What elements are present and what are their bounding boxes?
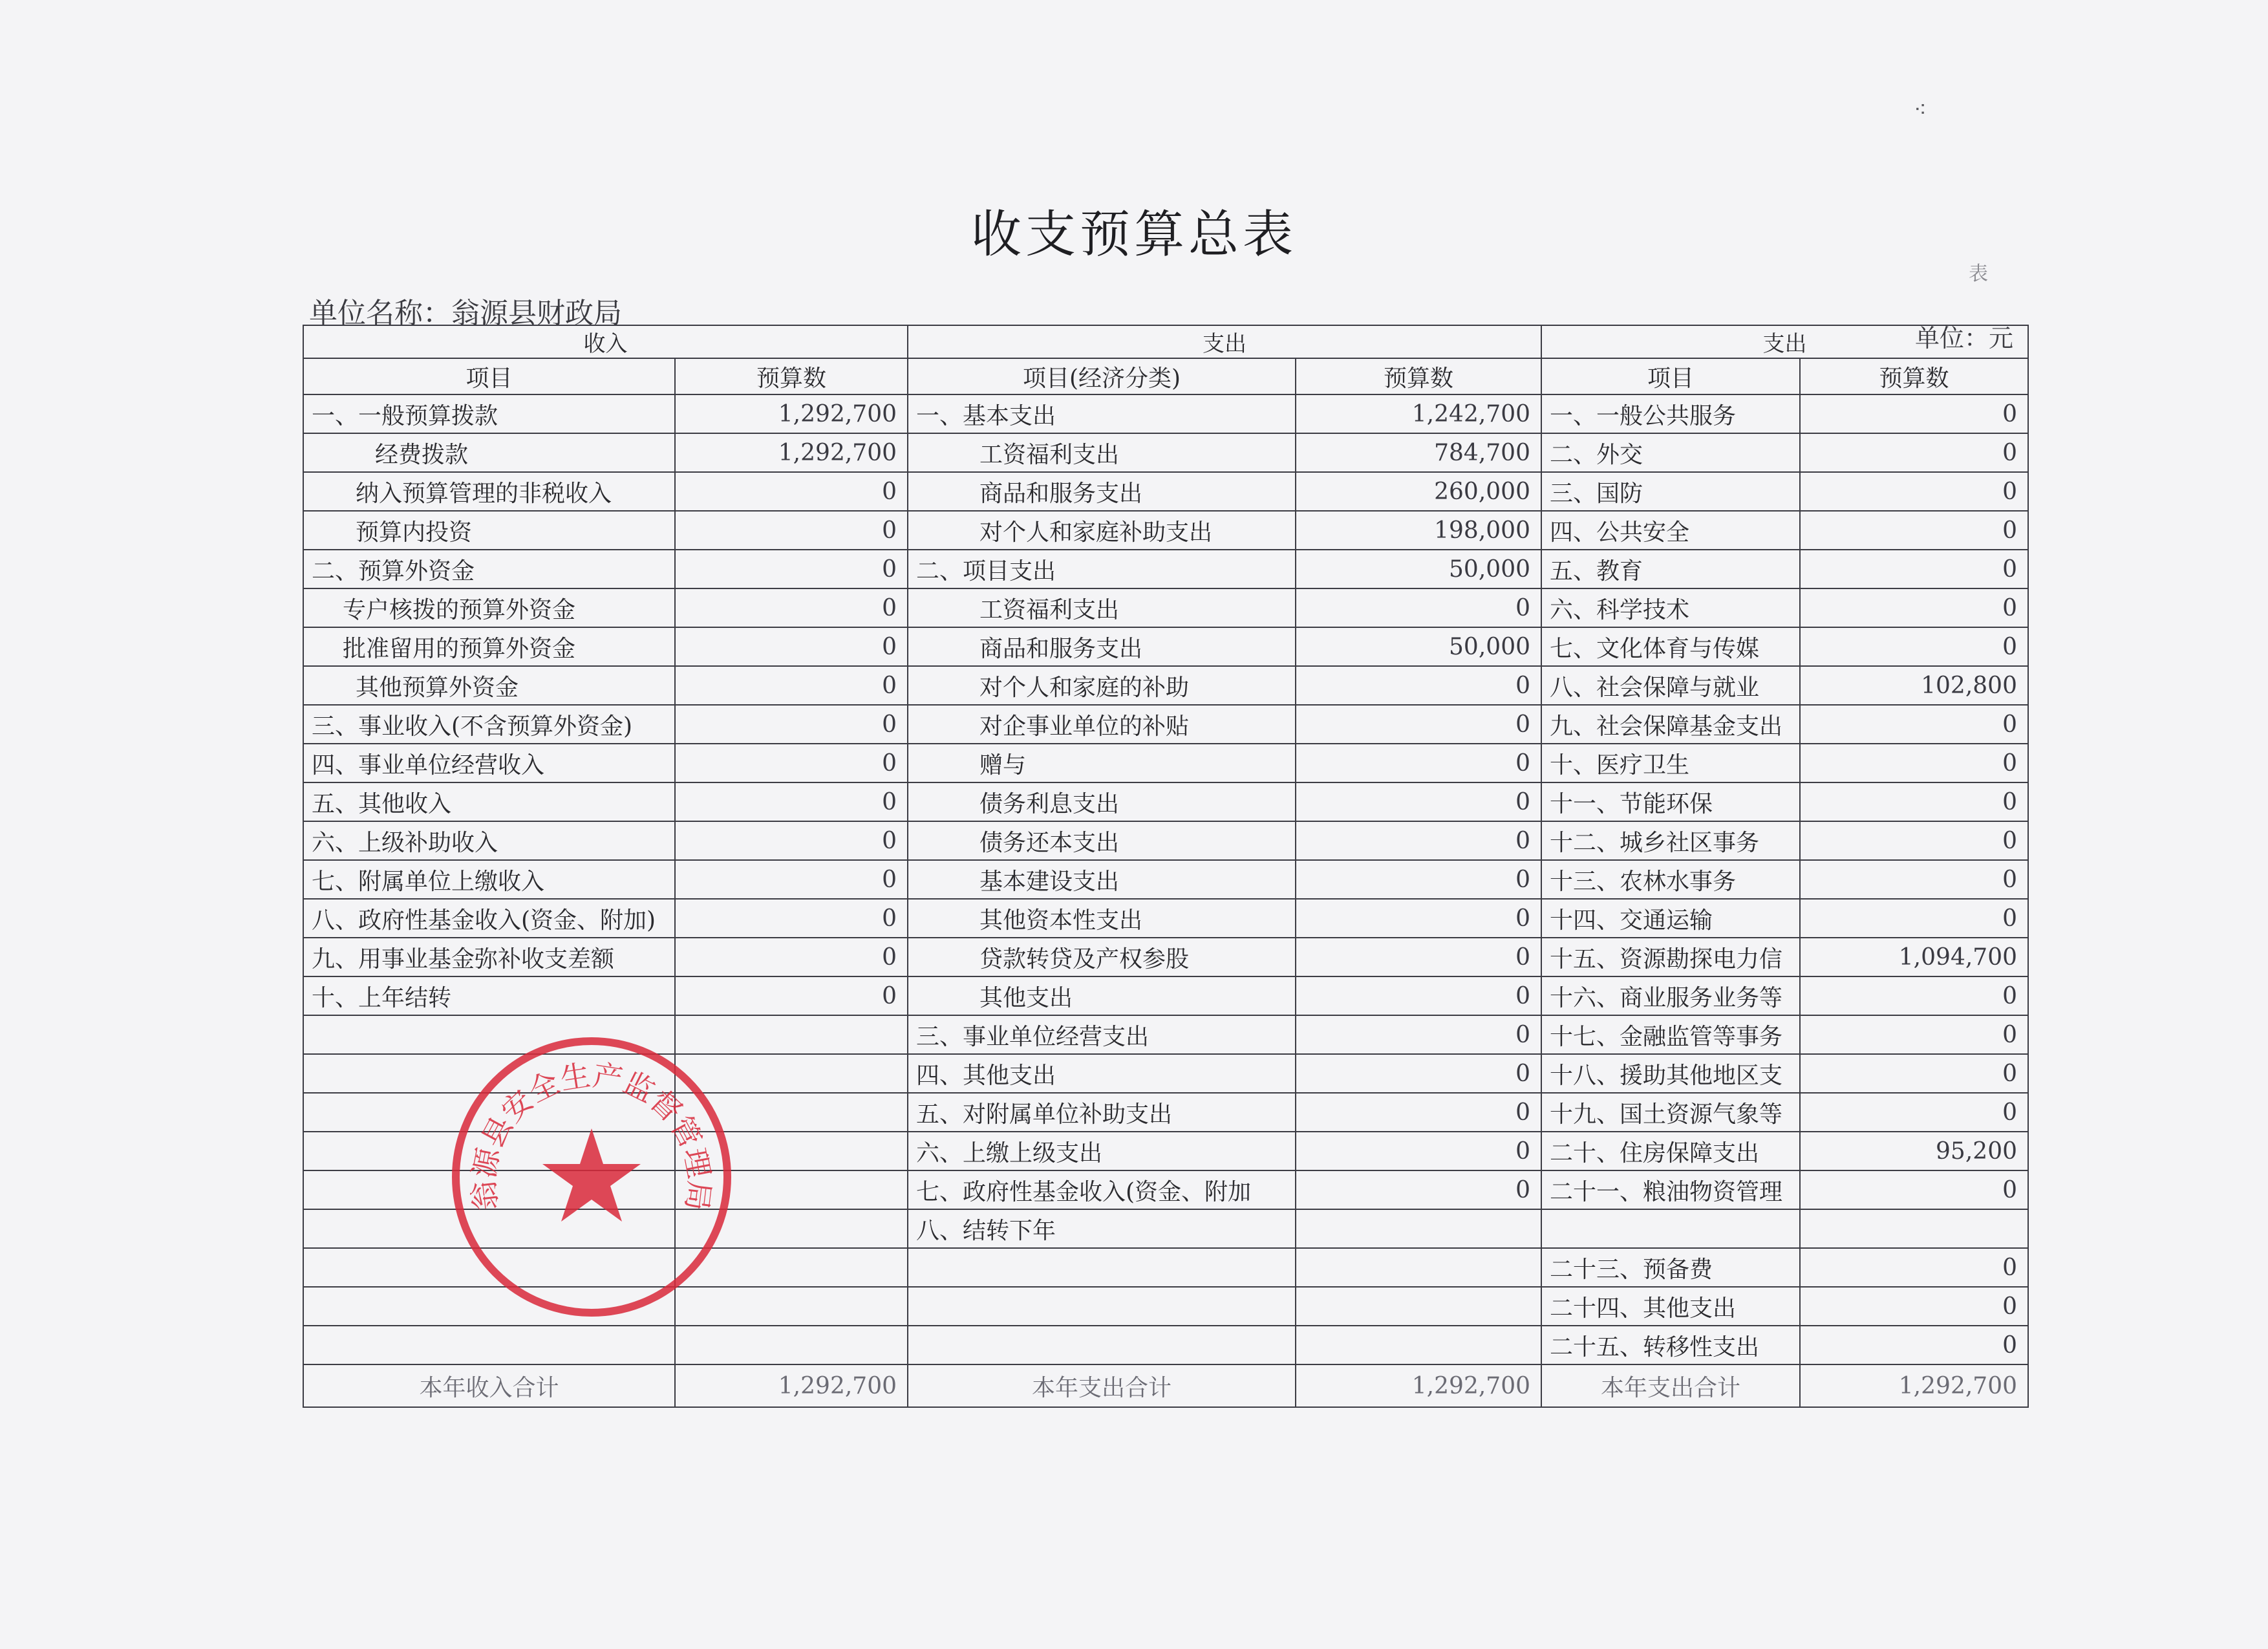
func-amount-cell: 0 bbox=[1800, 394, 2028, 433]
income-item-cell: 八、政府性基金收入(资金、附加) bbox=[303, 899, 675, 938]
income-item-cell bbox=[303, 1248, 675, 1287]
func-amount-cell: 0 bbox=[1800, 1287, 2028, 1326]
income-item-cell: 二、预算外资金 bbox=[303, 550, 675, 588]
econ-item-cell: 工资福利支出 bbox=[908, 433, 1296, 472]
econ-item-cell: 债务利息支出 bbox=[908, 782, 1296, 821]
func-item-cell: 一、一般公共服务 bbox=[1541, 394, 1800, 433]
table-row bbox=[303, 1170, 2028, 1209]
econ-item-cell: 债务还本支出 bbox=[908, 821, 1296, 860]
econ-item-cell: 六、上缴上级支出 bbox=[908, 1132, 1296, 1170]
econ-item-cell: 五、对附属单位补助支出 bbox=[908, 1093, 1296, 1132]
table-row bbox=[303, 627, 2028, 666]
func-item-cell: 十九、国土资源气象等 bbox=[1541, 1093, 1800, 1132]
table-row bbox=[303, 782, 2028, 821]
header-income-item: 项目 bbox=[303, 358, 675, 394]
func-item-cell: 十三、农林水事务 bbox=[1541, 860, 1800, 899]
header-income-amount: 预算数 bbox=[675, 358, 908, 394]
income-amount-cell bbox=[675, 1132, 908, 1170]
econ-amount-cell: 0 bbox=[1296, 1093, 1541, 1132]
table-row bbox=[303, 588, 2028, 627]
econ-item-cell: 八、结转下年 bbox=[908, 1209, 1296, 1248]
func-amount-cell: 1,094,700 bbox=[1800, 938, 2028, 976]
econ-amount-cell: 0 bbox=[1296, 976, 1541, 1015]
econ-item-cell: 四、其他支出 bbox=[908, 1054, 1296, 1093]
econ-amount-cell: 0 bbox=[1296, 1015, 1541, 1054]
econ-amount-cell bbox=[1296, 1248, 1541, 1287]
table-row bbox=[303, 938, 2028, 976]
income-item-cell bbox=[303, 1015, 675, 1054]
econ-amount-cell: 50,000 bbox=[1296, 550, 1541, 588]
income-amount-cell bbox=[675, 1326, 908, 1364]
total-income-amount: 1,292,700 bbox=[675, 1364, 908, 1407]
table-row bbox=[303, 394, 2028, 433]
header-econ-amount: 预算数 bbox=[1296, 358, 1541, 394]
func-item-cell: 七、文化体育与传媒 bbox=[1541, 627, 1800, 666]
unit-name: 单位名称：翁源县财政局 bbox=[309, 297, 622, 330]
econ-amount-cell: 0 bbox=[1296, 938, 1541, 976]
func-item-cell: 九、社会保障基金支出 bbox=[1541, 705, 1800, 744]
income-item-cell: 其他预算外资金 bbox=[303, 666, 675, 705]
econ-item-cell: 其他资本性支出 bbox=[908, 899, 1296, 938]
table-row bbox=[303, 550, 2028, 588]
income-amount-cell: 0 bbox=[675, 511, 908, 550]
income-amount-cell: 0 bbox=[675, 821, 908, 860]
income-amount-cell bbox=[675, 1209, 908, 1248]
func-amount-cell: 0 bbox=[1800, 1015, 2028, 1054]
econ-amount-cell bbox=[1296, 1287, 1541, 1326]
econ-item-cell: 对个人和家庭的补助 bbox=[908, 666, 1296, 705]
func-amount-cell: 0 bbox=[1800, 472, 2028, 511]
income-amount-cell bbox=[675, 1287, 908, 1326]
func-item-cell: 二、外交 bbox=[1541, 433, 1800, 472]
econ-item-cell: 二、项目支出 bbox=[908, 550, 1296, 588]
income-item-cell bbox=[303, 1170, 675, 1209]
page-title: 收支预算总表 bbox=[970, 206, 1297, 264]
func-item-cell: 八、社会保障与就业 bbox=[1541, 666, 1800, 705]
econ-item-cell: 七、政府性基金收入(资金、附加 bbox=[908, 1170, 1296, 1209]
func-amount-cell: 0 bbox=[1800, 627, 2028, 666]
econ-item-cell bbox=[908, 1326, 1296, 1364]
table-row bbox=[303, 976, 2028, 1015]
func-amount-cell: 0 bbox=[1800, 1093, 2028, 1132]
func-item-cell bbox=[1541, 1209, 1800, 1248]
func-amount-cell bbox=[1800, 1209, 2028, 1248]
table-row bbox=[303, 433, 2028, 472]
income-item-cell: 十、上年结转 bbox=[303, 976, 675, 1015]
income-amount-cell bbox=[675, 1054, 908, 1093]
table-row bbox=[303, 666, 2028, 705]
income-amount-cell: 0 bbox=[675, 666, 908, 705]
func-amount-cell: 0 bbox=[1800, 1054, 2028, 1093]
income-amount-cell bbox=[675, 1015, 908, 1054]
total-econ-label: 本年支出合计 bbox=[908, 1364, 1296, 1407]
total-func-label: 本年支出合计 bbox=[1541, 1364, 1800, 1407]
income-item-cell bbox=[303, 1132, 675, 1170]
func-item-cell: 十五、资源勘探电力信 bbox=[1541, 938, 1800, 976]
econ-amount-cell: 0 bbox=[1296, 705, 1541, 744]
table-row bbox=[303, 705, 2028, 744]
func-amount-cell: 102,800 bbox=[1800, 666, 2028, 705]
func-amount-cell: 0 bbox=[1800, 744, 2028, 782]
func-amount-cell: 95,200 bbox=[1800, 1132, 2028, 1170]
income-amount-cell: 0 bbox=[675, 627, 908, 666]
func-item-cell: 十一、节能环保 bbox=[1541, 782, 1800, 821]
func-amount-cell: 0 bbox=[1800, 976, 2028, 1015]
func-item-cell: 六、科学技术 bbox=[1541, 588, 1800, 627]
income-amount-cell: 0 bbox=[675, 976, 908, 1015]
econ-amount-cell: 0 bbox=[1296, 782, 1541, 821]
income-amount-cell bbox=[675, 1248, 908, 1287]
income-item-cell bbox=[303, 1054, 675, 1093]
budget-summary-table bbox=[303, 325, 2029, 1408]
econ-item-cell: 赠与 bbox=[908, 744, 1296, 782]
func-amount-cell: 0 bbox=[1800, 1326, 2028, 1364]
func-amount-cell: 0 bbox=[1800, 899, 2028, 938]
income-item-cell: 经费拨款 bbox=[303, 433, 675, 472]
income-amount-cell: 0 bbox=[675, 550, 908, 588]
income-amount-cell: 0 bbox=[675, 705, 908, 744]
econ-amount-cell: 0 bbox=[1296, 1132, 1541, 1170]
table-row bbox=[303, 1132, 2028, 1170]
func-amount-cell: 0 bbox=[1800, 588, 2028, 627]
income-item-cell: 一、一般预算拨款 bbox=[303, 394, 675, 433]
func-amount-cell: 0 bbox=[1800, 550, 2028, 588]
income-item-cell: 纳入预算管理的非税收入 bbox=[303, 472, 675, 511]
func-amount-cell: 0 bbox=[1800, 860, 2028, 899]
econ-item-cell: 工资福利支出 bbox=[908, 588, 1296, 627]
econ-item-cell: 贷款转贷及产权参股 bbox=[908, 938, 1296, 976]
income-amount-cell bbox=[675, 1170, 908, 1209]
table-row bbox=[303, 821, 2028, 860]
income-item-cell: 五、其他收入 bbox=[303, 782, 675, 821]
func-item-cell: 二十、住房保障支出 bbox=[1541, 1132, 1800, 1170]
table-row bbox=[303, 860, 2028, 899]
func-item-cell: 二十三、预备费 bbox=[1541, 1248, 1800, 1287]
income-item-cell: 批准留用的预算外资金 bbox=[303, 627, 675, 666]
unit-label: 单位：元 bbox=[1914, 324, 2013, 352]
table-row bbox=[303, 1326, 2028, 1364]
econ-item-cell: 其他支出 bbox=[908, 976, 1296, 1015]
table-row bbox=[303, 511, 2028, 550]
income-amount-cell: 0 bbox=[675, 860, 908, 899]
total-income-label: 本年收入合计 bbox=[303, 1364, 675, 1407]
func-amount-cell: 0 bbox=[1800, 1170, 2028, 1209]
econ-amount-cell: 50,000 bbox=[1296, 627, 1541, 666]
func-item-cell: 十四、交通运输 bbox=[1541, 899, 1800, 938]
func-item-cell: 四、公共安全 bbox=[1541, 511, 1800, 550]
func-amount-cell: 0 bbox=[1800, 782, 2028, 821]
corner-mark: 表 bbox=[1969, 263, 1988, 285]
func-item-cell: 十七、金融监管等事务 bbox=[1541, 1015, 1800, 1054]
table-row bbox=[303, 744, 2028, 782]
table-row bbox=[303, 899, 2028, 938]
seal-text: 翁源县安全生产监督管理局 bbox=[465, 1057, 718, 1213]
econ-amount-cell: 0 bbox=[1296, 899, 1541, 938]
income-item-cell: 三、事业收入(不含预算外资金) bbox=[303, 705, 675, 744]
scan-speck: ⁖ bbox=[1914, 97, 1927, 123]
income-item-cell: 七、附属单位上缴收入 bbox=[303, 860, 675, 899]
column-header-row bbox=[303, 358, 2028, 394]
table-row bbox=[303, 472, 2028, 511]
econ-amount-cell: 0 bbox=[1296, 821, 1541, 860]
econ-amount-cell: 0 bbox=[1296, 744, 1541, 782]
header-func-amount: 预算数 bbox=[1800, 358, 2028, 394]
income-item-cell: 六、上级补助收入 bbox=[303, 821, 675, 860]
econ-item-cell: 基本建设支出 bbox=[908, 860, 1296, 899]
table-row bbox=[303, 1093, 2028, 1132]
table-row bbox=[303, 1287, 2028, 1326]
econ-item-cell: 对个人和家庭补助支出 bbox=[908, 511, 1296, 550]
income-item-cell bbox=[303, 1093, 675, 1132]
func-item-cell: 五、教育 bbox=[1541, 550, 1800, 588]
income-amount-cell: 0 bbox=[675, 782, 908, 821]
income-amount-cell: 1,292,700 bbox=[675, 394, 908, 433]
income-amount-cell bbox=[675, 1093, 908, 1132]
econ-amount-cell: 0 bbox=[1296, 1170, 1541, 1209]
income-item-cell bbox=[303, 1326, 675, 1364]
func-amount-cell: 0 bbox=[1800, 433, 2028, 472]
func-item-cell: 十二、城乡社区事务 bbox=[1541, 821, 1800, 860]
econ-amount-cell: 198,000 bbox=[1296, 511, 1541, 550]
econ-item-cell: 对企事业单位的补贴 bbox=[908, 705, 1296, 744]
table-row bbox=[303, 1015, 2028, 1054]
table-row bbox=[303, 1248, 2028, 1287]
income-amount-cell: 0 bbox=[675, 472, 908, 511]
income-amount-cell: 0 bbox=[675, 938, 908, 976]
func-item-cell: 二十一、粮油物资管理 bbox=[1541, 1170, 1800, 1209]
econ-item-cell: 一、基本支出 bbox=[908, 394, 1296, 433]
section-expense-func: 支出 bbox=[1541, 325, 2028, 358]
income-item-cell: 专户核拨的预算外资金 bbox=[303, 588, 675, 627]
econ-amount-cell: 0 bbox=[1296, 860, 1541, 899]
func-amount-cell: 0 bbox=[1800, 705, 2028, 744]
income-item-cell: 四、事业单位经营收入 bbox=[303, 744, 675, 782]
func-item-cell: 十六、商业服务业务等 bbox=[1541, 976, 1800, 1015]
header-func-item: 项目 bbox=[1541, 358, 1800, 394]
econ-amount-cell: 0 bbox=[1296, 1054, 1541, 1093]
total-econ-amount: 1,292,700 bbox=[1296, 1364, 1541, 1407]
econ-amount-cell bbox=[1296, 1326, 1541, 1364]
func-amount-cell: 0 bbox=[1800, 821, 2028, 860]
econ-item-cell: 商品和服务支出 bbox=[908, 627, 1296, 666]
econ-amount-cell: 0 bbox=[1296, 588, 1541, 627]
income-item-cell bbox=[303, 1209, 675, 1248]
func-item-cell: 三、国防 bbox=[1541, 472, 1800, 511]
section-expense-econ: 支出 bbox=[908, 325, 1541, 358]
section-header-row bbox=[303, 325, 2028, 358]
econ-item-cell bbox=[908, 1287, 1296, 1326]
func-item-cell: 二十五、转移性支出 bbox=[1541, 1326, 1800, 1364]
section-income: 收入 bbox=[303, 325, 908, 358]
table-row bbox=[303, 1054, 2028, 1093]
func-amount-cell: 0 bbox=[1800, 511, 2028, 550]
econ-item-cell: 商品和服务支出 bbox=[908, 472, 1296, 511]
income-amount-cell: 0 bbox=[675, 744, 908, 782]
econ-item-cell: 三、事业单位经营支出 bbox=[908, 1015, 1296, 1054]
func-item-cell: 十八、援助其他地区支 bbox=[1541, 1054, 1800, 1093]
income-amount-cell: 0 bbox=[675, 588, 908, 627]
econ-amount-cell: 0 bbox=[1296, 666, 1541, 705]
func-item-cell: 十、医疗卫生 bbox=[1541, 744, 1800, 782]
totals-row bbox=[303, 1364, 2028, 1407]
income-item-cell: 九、用事业基金弥补收支差额 bbox=[303, 938, 675, 976]
func-amount-cell: 0 bbox=[1800, 1248, 2028, 1287]
econ-amount-cell bbox=[1296, 1209, 1541, 1248]
income-item-cell bbox=[303, 1287, 675, 1326]
econ-amount-cell: 784,700 bbox=[1296, 433, 1541, 472]
income-item-cell: 预算内投资 bbox=[303, 511, 675, 550]
table-row bbox=[303, 1209, 2028, 1248]
income-amount-cell: 0 bbox=[675, 899, 908, 938]
econ-amount-cell: 1,242,700 bbox=[1296, 394, 1541, 433]
econ-item-cell bbox=[908, 1248, 1296, 1287]
total-func-amount: 1,292,700 bbox=[1800, 1364, 2028, 1407]
econ-amount-cell: 260,000 bbox=[1296, 472, 1541, 511]
income-amount-cell: 1,292,700 bbox=[675, 433, 908, 472]
header-econ-item: 项目(经济分类) bbox=[908, 358, 1296, 394]
func-item-cell: 二十四、其他支出 bbox=[1541, 1287, 1800, 1326]
